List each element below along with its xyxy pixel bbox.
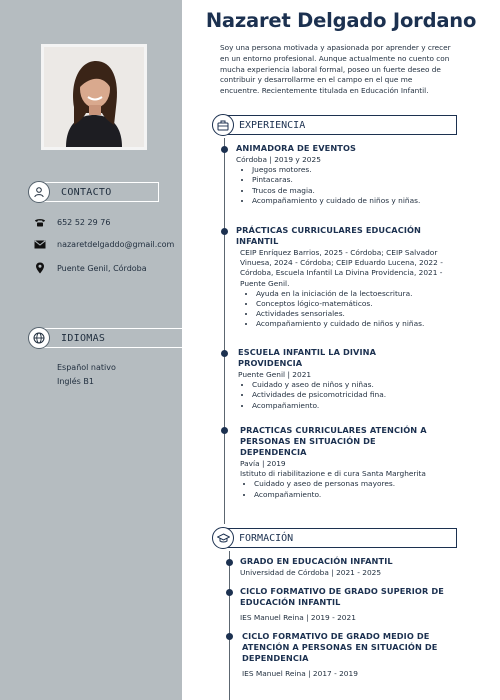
education-title: FORMACIÓN [239, 532, 294, 544]
avatar [44, 47, 144, 147]
timeline-dot [221, 228, 228, 235]
degree-subtitle: IES Manuel Reina | 2017 - 2019 [242, 669, 358, 678]
timeline-dot [221, 427, 228, 434]
profile-photo [41, 44, 147, 150]
list-item: • Actividades de psicomotricidad fina. [252, 390, 458, 400]
job-subtitle: Córdoba | 2019 y 2025 [236, 155, 321, 164]
user-icon [28, 181, 50, 203]
contact-phone-row [33, 218, 110, 227]
education-item [240, 556, 465, 578]
graduation-cap-icon [212, 527, 234, 549]
list-item: • Acompañamiento. [252, 401, 458, 411]
timeline-dot [226, 633, 233, 640]
contact-location-row [33, 262, 147, 274]
experience-item [238, 347, 458, 411]
job-title: PRÁCTICAS CURRICULARES EDUCACIÓN INFANTIL [236, 225, 421, 246]
list-item: • Acompañamiento y cuidado de niños y niñas. [256, 319, 468, 329]
degree-subtitle: IES Manuel Reina | 2019 - 2021 [240, 613, 356, 622]
job-bullets [238, 380, 458, 411]
job-title: PRACTICAS CURRICULARES ATENCIÓN A PERSONAS EN SITUACIÓN DE DEPENDENCIA [240, 425, 427, 457]
location-pin-icon [33, 262, 47, 274]
job-subtitle: Puente Genil | 2021 [238, 370, 312, 379]
job-title: ESCUELA INFANTIL LA DIVINA PROVIDENCIA [238, 347, 376, 368]
contact-title: CONTACTO [61, 186, 112, 198]
list-item: • Pintacaras. [252, 175, 466, 185]
list-item: • Cuidado y aseo de niños y niñas. [252, 380, 458, 390]
full-name: Nazaret Delgado Jordano [205, 9, 477, 32]
briefcase-icon [212, 114, 234, 136]
degree-title: CICLO FORMATIVO DE GRADO SUPERIOR DE EDUCACIÓN INFANTIL [240, 586, 444, 607]
contact-email-row [33, 240, 174, 249]
list-item: • Ayuda en la iniciación de la lectoescritura. [256, 289, 468, 299]
job-bullets [236, 289, 468, 330]
timeline-dot [221, 146, 228, 153]
job-bullets [240, 479, 460, 499]
education-header [212, 527, 457, 549]
degree-subtitle: Universidad de Córdoba | 2021 - 2025 [240, 568, 382, 577]
education-item [240, 586, 465, 623]
sidebar [0, 0, 182, 700]
experience-item [236, 143, 466, 206]
email-address[interactable]: nazaretdelgaddo@gmail.com [57, 240, 175, 249]
phone-number[interactable]: 652 52 29 76 [57, 218, 111, 227]
profile-summary: Soy una persona motivada y apasionada por aprender y crecer en un entorno profesional. Aunque actualmente no cuento con mucha experiencia laboral formal, poseo un fuerte deseo de contribuir y desarrollarme en el campo en el que me encuentre. Recientemente titulada en Educación Infantil. [220, 43, 451, 96]
job-subtitle: Pavía | 2019 [240, 459, 286, 468]
list-item: • Juegos motores. [252, 165, 466, 175]
timeline-dot [221, 350, 228, 357]
list-item: • Cuidado y aseo de personas mayores. [254, 479, 460, 489]
degree-title: CICLO FORMATIVO DE GRADO MEDIO DE ATENCIÓN A PERSONAS EN SITUACIÓN DE DEPENDENCIA [242, 631, 438, 663]
job-detail: Istituto di riabilitazione e di cura Santa Margherita [240, 469, 426, 479]
list-item: • Acompañamiento. [254, 490, 460, 500]
languages-title: IDIOMAS [61, 332, 106, 344]
list-item: • Conceptos lógico-matemáticos. [256, 299, 468, 309]
globe-icon [28, 327, 50, 349]
language-item: Español nativo [57, 363, 116, 372]
mail-icon [33, 240, 47, 249]
list-item: • Acompañamiento y cuidado de niños y niñas. [252, 196, 466, 206]
contact-header [28, 181, 159, 203]
job-title: ANIMADORA DE EVENTOS [236, 143, 357, 153]
job-subtitle: CEIP Enríquez Barrios, 2025 - Córdoba; CEIP Salvador Vinuesa, 2024 - Córdoba; CEIP Eduardo Lucena, 2022 - Córdoba, Escuela Infantil La Divina Providencia, 2021 - Puente Genil. [240, 248, 443, 288]
phone-icon [33, 218, 47, 227]
experience-item [236, 225, 468, 330]
experience-title: EXPERIENCIA [239, 119, 306, 131]
list-item: • Trucos de magia. [252, 186, 466, 196]
education-item [242, 631, 467, 679]
experience-header [212, 114, 457, 136]
location: Puente Genil, Córdoba [57, 263, 147, 273]
degree-title: GRADO EN EDUCACIÓN INFANTIL [240, 556, 393, 566]
timeline-dot [226, 559, 233, 566]
job-bullets [236, 165, 466, 206]
experience-item [240, 425, 460, 500]
timeline-dot [226, 589, 233, 596]
languages-header [28, 327, 159, 349]
experience-timeline [224, 138, 225, 524]
education-timeline [229, 551, 230, 700]
language-item: Inglés B1 [57, 377, 94, 386]
list-item: • Actividades sensoriales. [256, 309, 468, 319]
